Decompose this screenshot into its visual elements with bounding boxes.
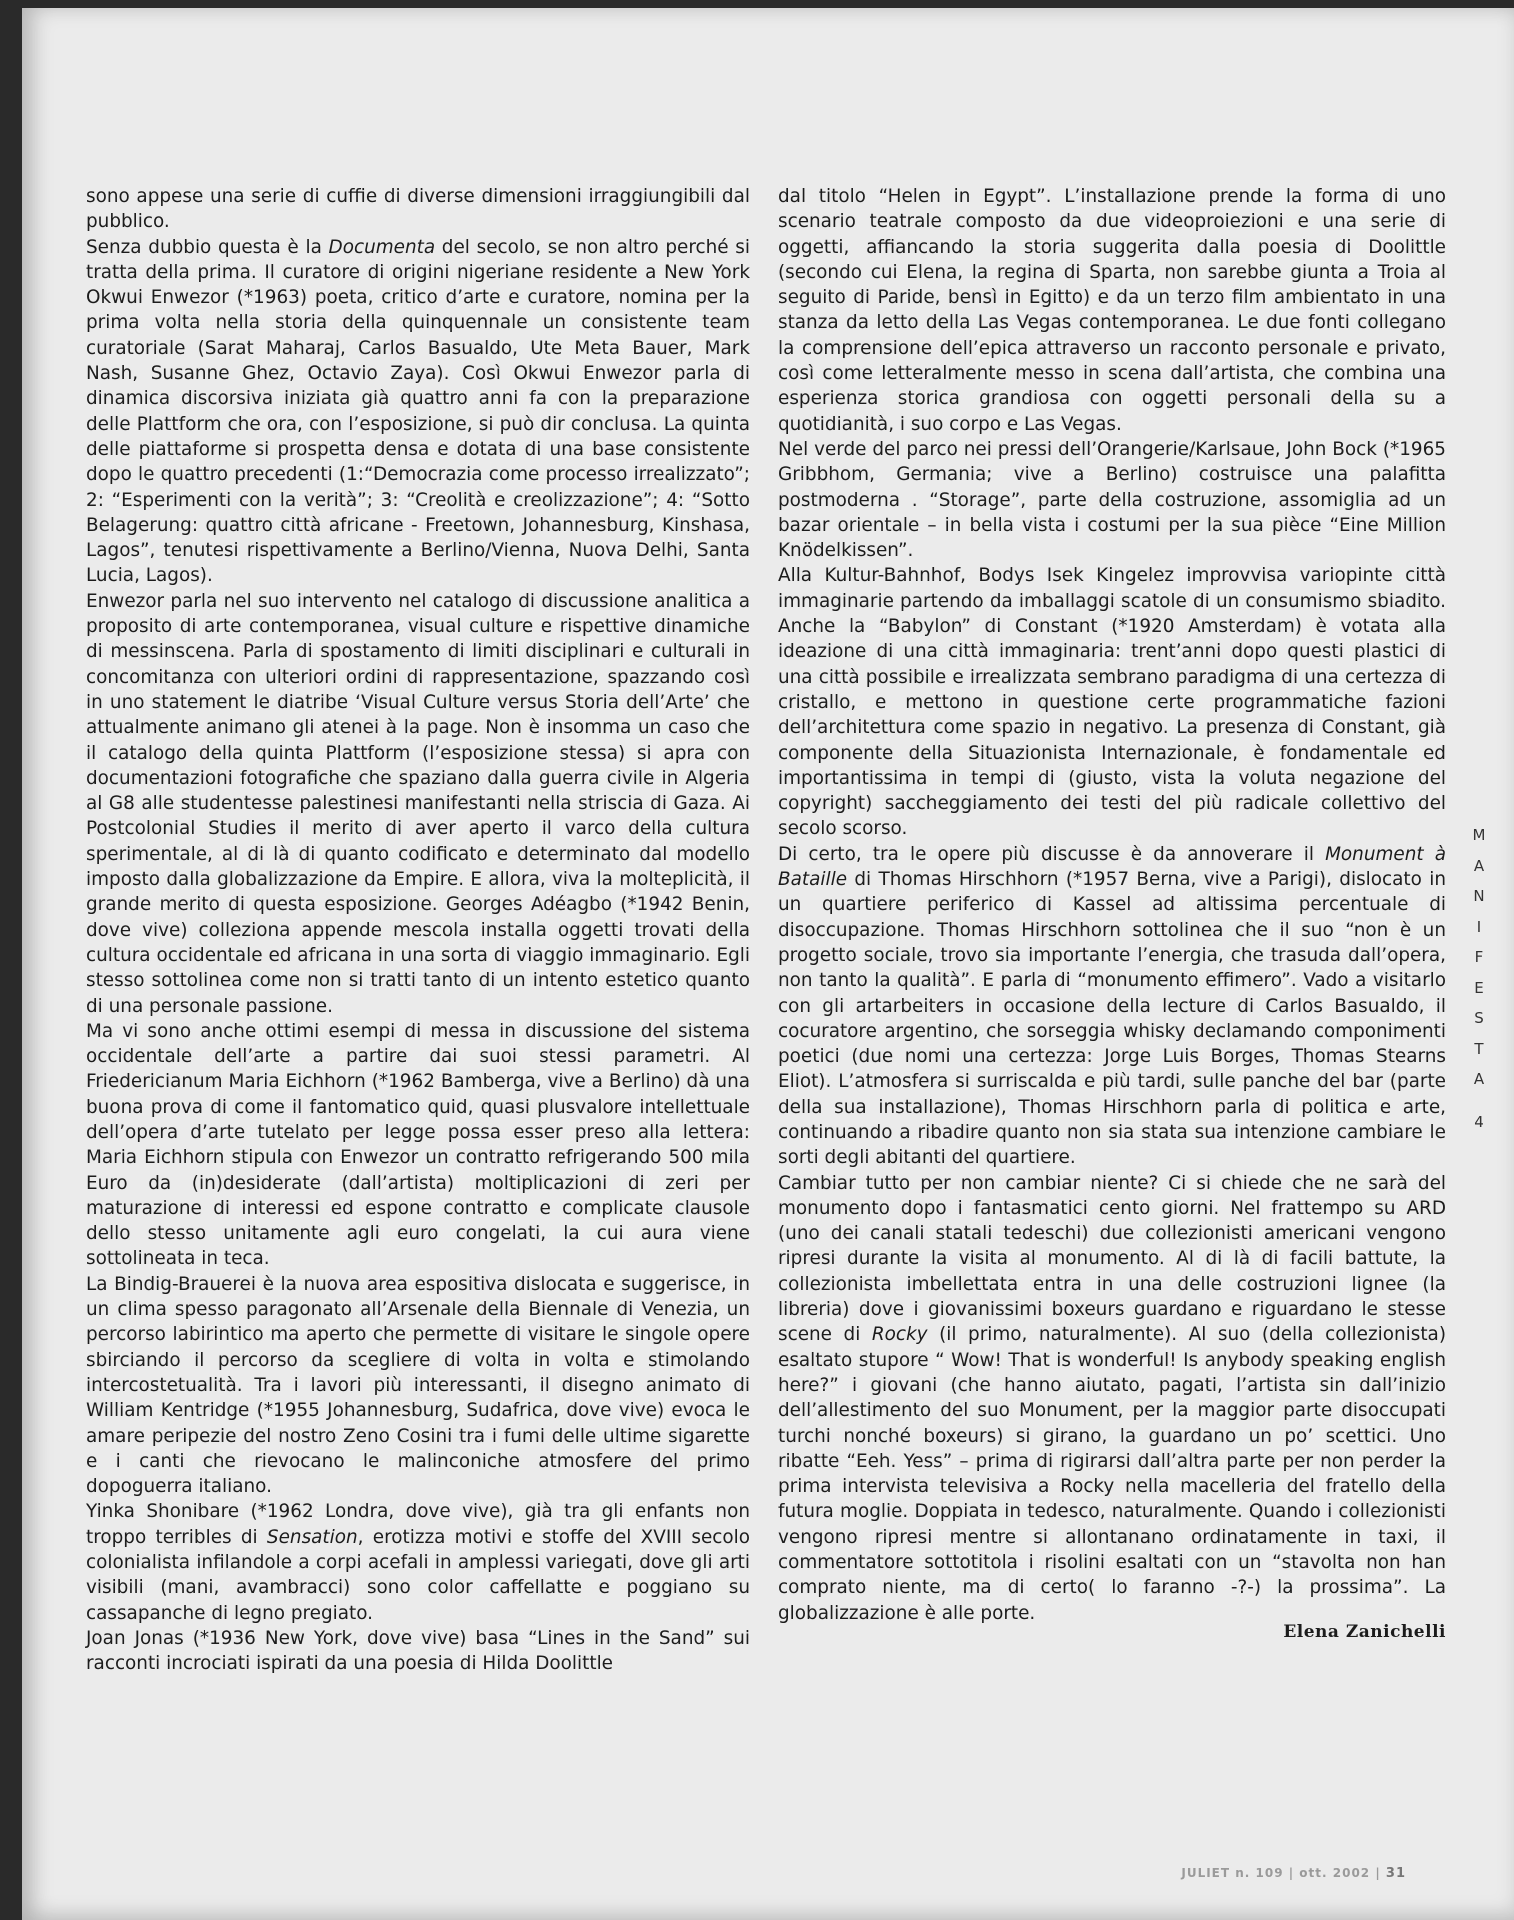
- left-column: [86, 184, 750, 1677]
- paragraph: sono appese una serie di cuffie di diverse dimensioni irraggiungibili dal pubblico.: [86, 186, 750, 233]
- section-sidebar-manifesta: [1462, 820, 1496, 1137]
- sidebar-letter: I: [1476, 917, 1482, 936]
- sidebar-letter: T: [1474, 1039, 1484, 1058]
- paragraph: Ma vi sono anche ottimi esempi di messa in discussione del sistema occidentale dell’arte a partire dai suoi stessi parametri. Al Friedericianum Maria Eichhorn (*1962 Bamberga, vive a Berlino) dà una buona prova di come il fantomatico quid, quasi plusvalore intellettuale dell’opera d’arte tutelato per legge possa esser preso alla lettera: Maria Eichhorn stipula con Enwezor un contratto refrigerando 500 mila Euro da (in)desiderate (dall’artista) moltiplicazioni di zeri per maturazione di interessi ed espone contratto e complicate clausole dello stesso unitamente agli euro congelati, la cui aura viene sottolineata in teca.: [86, 1020, 750, 1270]
- paragraph: dal titolo “Helen in Egypt”. L’installazione prende la forma di uno scenario teatrale composto da due videoproiezioni e una serie di oggetti, affiancando la storia suggerita dalla poesia di Doolittle (secondo cui Elena, la regina di Sparta, non sarebbe giunta a Troia al seguito di Paride, bensì in Egitto) e da un terzo film ambientato in una stanza da letto della Las Vegas contemporanea. Le due fonti collegano la comprensione dell’epica attraverso un racconto personale e privato, così come letteralmente messo in scena dall’artista, che combina una esperienza storica grandiosa con oggetti personali della su a quotidianità, i suo corpo e Las Vegas.: [778, 186, 1446, 435]
- magazine-page: [22, 8, 1514, 1920]
- paragraph: Yinka Shonibare (*1962 Londra, dove vive), già tra gli enfants non troppo terribles di Sensation, erotizza motivi e stoffe del XVIII secolo colonialista infilandole a corpi acefali in amplessi variegati, dove gli arti visibili (mani, avambracci) sono color caffellatte e poggiano su cassapanche di legno pregiato.: [86, 1501, 750, 1624]
- paragraph: Cambiar tutto per non cambiar niente? Ci si chiede che ne sarà del monumento dopo i fantasmatici cento giorni. Nel frattempo su ARD (uno dei canali statali tedeschi) due collezionisti americani vengono ripresi durante la visita al monumento. Al di là di facili battute, la collezionista imbellettata entra in una delle costruzioni lignee (la libreria) dove i giovanissimi boxeurs guardano e riguardano le stesse scene di Rocky (il primo, naturalmente). Al suo (della collezionista) esaltato stupore “ Wow! That is wonderful! Is anybody speaking english here?” i giovani (che hanno aiutato, pagati, l’artista sin dall’inizio dell’allestimento del suo Monument, per la maggior parte disoccupati turchi nonché boxeurs) si girano, la guardano un po’ scettici. Uno ribatte “Eeh. Yess” – prima di rigirarsi dall’altra parte per non perder la prima intervista televisiva a Rocky nella macelleria del fratello della futura moglie. Doppiata in tedesco, naturalmente. Quando i collezionisti vengono ripresi mentre si allontanano ordinatamente in taxi, il commentatore sottotitola i risolini esaltati con un “stavolta non han comprato niente, ma di certo( lo faranno -?-) la prossima”. La globalizzazione è alle porte.: [778, 1172, 1446, 1624]
- paragraph: Nel verde del parco nei pressi dell’Orangerie/Karlsaue, John Bock (*1965 Gribbhom, Germania; vive a Berlino) costruisce una palafitta postmoderna . “Storage”, parte della costruzione, assomiglia ad un bazar orientale – in bella vista i costumi per la sua pièce “Eine Million Knödelkissen”.: [778, 438, 1446, 562]
- paragraph: Alla Kultur-Bahnhof, Bodys Isek Kingelez improvvisa variopinte città immaginarie partendo da imballaggi scatole di un consumismo sbiadito. Anche la “Babylon” di Constant (*1920 Amsterdam) è votata alla ideazione di una città immaginaria: trent’anni dopo questi plastici di una città possibile e irrealizzata sembrano paradigma di una certezza di cristallo, e mettono in questione certe programmatiche fazioni dell’architettura come spazio in negativo. La presenza di Constant, già componente della Situazionista Internazionale, è fondamentale ed importantissima in tempi di (giusto, vista la voluta negazione del copyright) saccheggiamento dei testi del più radicale collettivo del secolo scorso.: [778, 565, 1446, 840]
- paragraph: La Bindig-Brauerei è la nuova area espositiva dislocata e suggerisce, in un clima spesso paragonato all’Arsenale della Biennale di Venezia, un percorso labirintico ma aperto che permette di visitare le singole opere sbirciando il percorso da scegliere di volta in volta e stimolando intercostetualità. Tra i lavori più interessanti, il disegno animato di William Kentridge (*1955 Johannesburg, Sudafrica, dove vive) evoca le amare peripezie del nostro Zeno Cosini tra i fumi delle ultime sigarette e i canti che rievocano le malinconiche atmosfere del primo dopoguerra italiano.: [86, 1273, 750, 1498]
- sidebar-letter: N: [1473, 887, 1485, 905]
- sidebar-letter: E: [1474, 978, 1484, 997]
- sidebar-letter: M: [1472, 826, 1486, 844]
- sidebar-letter: A: [1473, 1070, 1485, 1088]
- page-footer: [1181, 1866, 1406, 1881]
- author-signature: Elena Zanichelli: [1283, 1621, 1446, 1642]
- sidebar-letter: A: [1473, 856, 1485, 875]
- sidebar-letter: 4: [1474, 1112, 1484, 1131]
- paragraph: Di certo, tra le opere più discusse è da annoverare il Monument à Bataille di Thomas Hirschhorn (*1957 Berna, vive a Parigi), dislocato in un quartiere periferico di Kassel ad altissima percentuale di disoccupazione. Thomas Hirschhorn sottolinea che il suo “non è un progetto sociale, trovo sia importante l’energia, che trasuda dall’opera, non tanto la qualità”. E parla di “monumento effimero”. Vado a visitarlo con gli artarbeiters in occasione della lecture di Carlos Basualdo, il cocuratore argentino, che sorseggia whisky declamando componimenti poetici (due nomi una certezza: Jorge Luis Borges, Thomas Stearns Eliot). L’atmosfera si surriscalda e più tardi, sulle panche del bar (parte della sua installazione), Thomas Hirschhorn parla di politica e arte, continuando a ribadire quanto non sia stata sua intenzione cambiare le sorti degli abitanti del quartiere.: [778, 843, 1446, 1169]
- sidebar-letter: F: [1474, 948, 1484, 966]
- paragraph: Joan Jonas (*1936 New York, dove vive) basa “Lines in the Sand” sui racconti incrociati ispirati da una poesia di Hilda Doolittle: [86, 1627, 750, 1675]
- footer-issue: JULIET n. 109 | ott. 2002 |: [1181, 1866, 1381, 1880]
- paragraph: Senza dubbio questa è la Documenta del secolo, se non altro perché si tratta della prima. Il curatore di origini nigeriane residente a New York Okwui Enwezor (*1963) poeta, critico d’arte e curatore, nomina per la prima volta nella storia della quinquennale un consistente team curatoriale (Sarat Maharaj, Carlos Basualdo, Ute Meta Bauer, Mark Nash, Susanne Ghez, Octavio Zaya). Così Okwui Enwezor parla di dinamica discorsiva iniziata già quattro anni fa con la preparazione delle Plattform che ora, con l’esposizione, si può dir conclusa. La quinta delle piattaforme si prospetta densa e dotata di una base consistente dopo le quattro precedenti (1:“Democrazia come processo irrealizzato”; 2: “Esperimenti con la verità”; 3: “Creolità e creolizzazione”; 4: “Sotto Belagerung: quattro città africane - Freetown, Johannesburg, Kinshasa, Lagos”, tenutesi rispettivamente a Berlino/Vienna, Nuova Delhi, Santa Lucia, Lagos).: [86, 236, 750, 587]
- paragraph: Enwezor parla nel suo intervento nel catalogo di discussione analitica a proposito di arte contemporanea, visual culture e rispettive dinamiche di messinscena. Parla di spostamento di limiti disciplinari e culturali in concomitanza con ulteriori ordini di rappresentazione, spazzando così in uno statement le diatribe ‘Visual Culture versus Storia dell’Arte’ che attualmente animano gli atenei à la page. Non è insomma un caso che il catalogo della quinta Plattform (l’esposizione stessa) si apra con documentazioni fotografiche che spaziano dalla guerra civile in Algeria al G8 alle studentesse palestinesi manifestanti nella striscia di Gaza. Ai Postcolonial Studies il merito di aver aperto il varco della cultura sperimentale, al di là di quanto codificato e determinato dal modello imposto dalla globalizzazione da Empire. E allora, viva la molteplicità, il grande merito di questa esposizione. Georges Adéagbo (*1942 Benin, dove vive) colleziona appende mescola installa oggetti trovati della cultura occidentale ed africana in una sorta di viaggio immaginario. Egli stesso sottolinea come non si tratti tanto di un intento estetico quanto di una personale passione.: [86, 590, 750, 1017]
- right-column: [778, 184, 1446, 1645]
- page-number: 31: [1385, 1866, 1406, 1881]
- sidebar-letter: S: [1474, 1009, 1484, 1027]
